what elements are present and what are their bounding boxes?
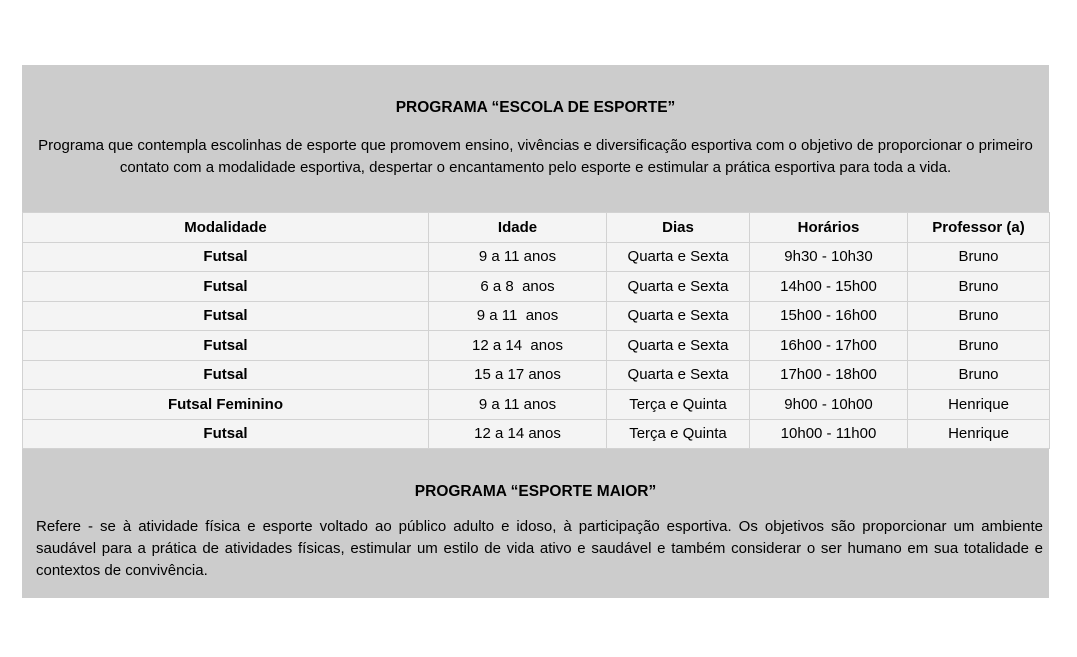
section-title: PROGRAMA “ESCOLA DE ESPORTE” [395,99,676,116]
cell-dias: Quarta e Sexta [607,242,750,272]
header-idade: Idade [429,213,607,243]
cell-horarios: 14h00 - 15h00 [750,272,908,302]
header-modalidade: Modalidade [23,213,429,243]
cell-dias: Quarta e Sexta [607,360,750,390]
cell-idade: 9 a 11 anos [429,242,607,272]
cell-dias: Terça e Quinta [607,419,750,449]
header-dias: Dias [607,213,750,243]
cell-idade: 9 a 11 anos [429,301,607,331]
cell-dias: Quarta e Sexta [607,331,750,361]
cell-dias: Quarta e Sexta [607,272,750,302]
schedule-table [22,212,1050,449]
cell-professor: Bruno [908,272,1050,302]
cell-idade: 6 a 8 anos [429,272,607,302]
cell-horarios: 10h00 - 11h00 [750,419,908,449]
table-row [23,242,1050,272]
cell-modalidade: Futsal [23,419,429,449]
table-row [23,419,1050,449]
cell-professor: Bruno [908,301,1050,331]
cell-modalidade: Futsal [23,301,429,331]
cell-modalidade: Futsal [23,242,429,272]
esporte-maior-section [22,449,1049,598]
cell-horarios: 15h00 - 16h00 [750,301,908,331]
escola-de-esporte-section [22,65,1049,212]
cell-horarios: 9h00 - 10h00 [750,390,908,420]
section-description: Programa que contempla escolinhas de esporte que promovem ensino, vivências e diversificação esportiva com o objetivo de proporcionar o primeiro contato com a modalidade esportiva, despertar o encantamento pelo esporte e estimular a prática esportiva para toda a vida. [38,137,1033,176]
cell-horarios: 16h00 - 17h00 [750,331,908,361]
cell-professor: Henrique [908,419,1050,449]
cell-modalidade: Futsal [23,360,429,390]
table-row [23,331,1050,361]
cell-modalidade: Futsal [23,331,429,361]
table-row [23,390,1050,420]
cell-professor: Henrique [908,390,1050,420]
table-header-row [23,213,1050,243]
cell-modalidade: Futsal Feminino [23,390,429,420]
cell-idade: 12 a 14 anos [429,419,607,449]
table-row [23,301,1050,331]
cell-professor: Bruno [908,331,1050,361]
cell-idade: 9 a 11 anos [429,390,607,420]
cell-idade: 12 a 14 anos [429,331,607,361]
table-row [23,272,1050,302]
cell-horarios: 17h00 - 18h00 [750,360,908,390]
header-horarios: Horários [750,213,908,243]
header-professor: Professor (a) [908,213,1050,243]
table-row [23,360,1050,390]
cell-horarios: 9h30 - 10h30 [750,242,908,272]
document [22,65,1049,597]
cell-modalidade: Futsal [23,272,429,302]
cell-dias: Terça e Quinta [607,390,750,420]
cell-dias: Quarta e Sexta [607,301,750,331]
section-description: Refere - se à atividade física e esporte voltado ao público adulto e idoso, à participação esportiva. Os objetivos são proporcionar um ambiente saudável para a prática de atividades físicas, estimular um estilo de vida ativo e saudável e também considerar o ser humano em sua totalidade e contextos de convivência. [36,518,1043,579]
section-title: PROGRAMA “ESPORTE MAIOR” [414,483,657,500]
cell-idade: 15 a 17 anos [429,360,607,390]
cell-professor: Bruno [908,242,1050,272]
cell-professor: Bruno [908,360,1050,390]
